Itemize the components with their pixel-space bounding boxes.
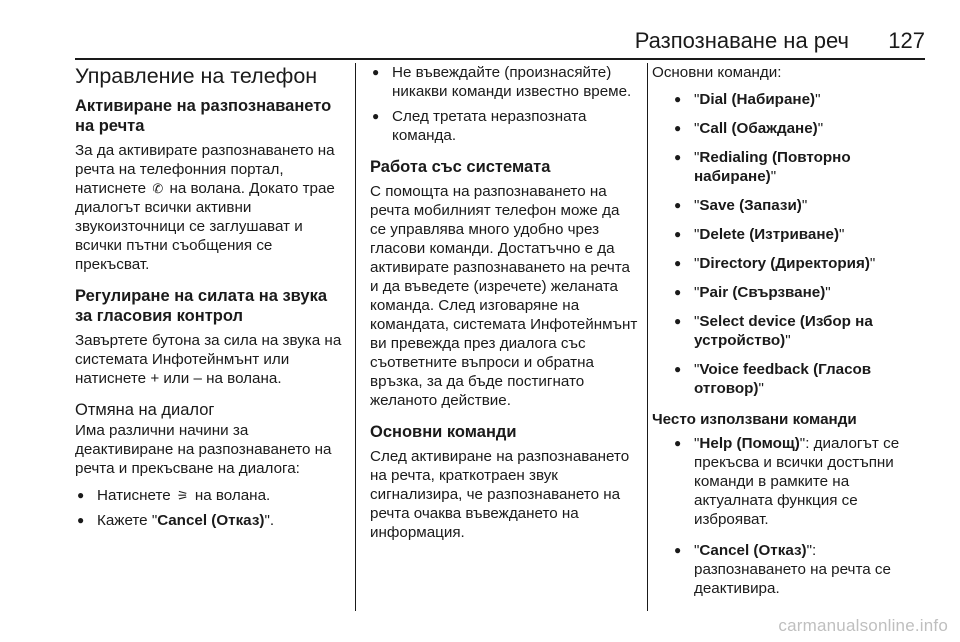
column-divider-2 bbox=[647, 63, 648, 611]
watermark: carmanualsonline.info bbox=[778, 616, 948, 635]
list-item: ● "Directory (Директория)" bbox=[652, 254, 925, 273]
cancel-options-list bbox=[75, 486, 345, 530]
frequent-commands-list bbox=[652, 434, 925, 598]
list-item: ● "Cancel (Отказ)": разпознаването на речта се деактивира. bbox=[652, 541, 925, 598]
section-text-activate: За да активирате разпознаването на речта на телефонния портал, натиснете ✆ на волана. Докато трае диалогът всички активни звукоизточници се заглушават и всички пътни съобщения се прекъсват. bbox=[75, 142, 335, 273]
column-1 bbox=[75, 63, 345, 530]
section-text-cancel: Има различни начини за деактивиране на разпознаването на речта и прекъсване на диалога: bbox=[75, 422, 332, 477]
commands-intro: Основни команди: bbox=[652, 64, 782, 81]
page-number: 127 bbox=[888, 28, 925, 53]
section-text-volume: Завъртете бутона за сила на звука на системата Инфотейнмънт или натиснете + или – на волана. bbox=[75, 332, 342, 387]
section-text-basic-commands: След активиране на разпознаването на речта, краткотраен звук сигнализира, че разпознаването на речта очаква въвеждането на информация. bbox=[370, 448, 630, 541]
voice-control-icon: ✆ bbox=[152, 181, 164, 196]
section-title-basic-commands: Основни команди bbox=[370, 423, 517, 441]
cancel-options-list-continued bbox=[370, 63, 638, 145]
chapter-title: Управление на телефон bbox=[75, 64, 318, 88]
list-item: ● След третата неразпозната команда. bbox=[370, 107, 638, 145]
basic-commands-list bbox=[652, 90, 925, 398]
header-title: Разпознаване на реч bbox=[634, 28, 849, 53]
end-call-icon: ⚞ bbox=[176, 488, 189, 503]
list-item: ● Натиснете ⚞ на волана. bbox=[75, 486, 345, 505]
section-title-cancel: Отмяна на диалог bbox=[75, 401, 215, 419]
list-item: ● Не въвеждайте (произнасяйте) никакви команди известно време. bbox=[370, 63, 638, 101]
section-title-operation: Работа със системата bbox=[370, 158, 551, 176]
section-text-operation: С помощта на разпознаването на речта мобилният телефон може да се управлява много удобно чрез гласови команди. Достатъчно е да активирате разпознаването на речта и да въведете (изречете) желаната команда. След изговаряне на командата, системата Инфотейнмънт ви превежда през диалога със съответните въпроси и обратна връзка, за да бъде постигнато желаното действие. bbox=[370, 183, 638, 409]
list-item: ● "Save (Запази)" bbox=[652, 196, 925, 215]
list-item: ● "Pair (Свързване)" bbox=[652, 283, 925, 302]
list-item: ● Кажете "Cancel (Отказ)". bbox=[75, 511, 345, 530]
column-divider-1 bbox=[355, 63, 356, 611]
section-title-frequent-commands: Често използвани команди bbox=[652, 411, 857, 428]
page-header bbox=[75, 28, 925, 58]
section-title-activate: Активиране на разпознаването на речта bbox=[75, 97, 332, 135]
column-2 bbox=[370, 63, 638, 542]
list-item: ● "Select device (Избор на устройство)" bbox=[652, 312, 925, 350]
list-item: ● "Voice feedback (Гласов отговор)" bbox=[652, 360, 925, 398]
list-item: ● "Delete (Изтриване)" bbox=[652, 225, 925, 244]
section-title-volume: Регулиране на силата на звука за гласовия контрол bbox=[75, 287, 328, 325]
list-item: ● "Call (Обаждане)" bbox=[652, 119, 925, 138]
list-item: ● "Redialing (Повторно набиране)" bbox=[652, 148, 925, 186]
list-item: ● "Help (Помощ)": диалогът се прекъсва и всички достъпни команди в рамките на актуалната функция се изброяват. bbox=[652, 434, 925, 529]
list-item: ● "Dial (Набиране)" bbox=[652, 90, 925, 109]
column-3 bbox=[652, 63, 925, 598]
header-divider bbox=[75, 58, 925, 60]
